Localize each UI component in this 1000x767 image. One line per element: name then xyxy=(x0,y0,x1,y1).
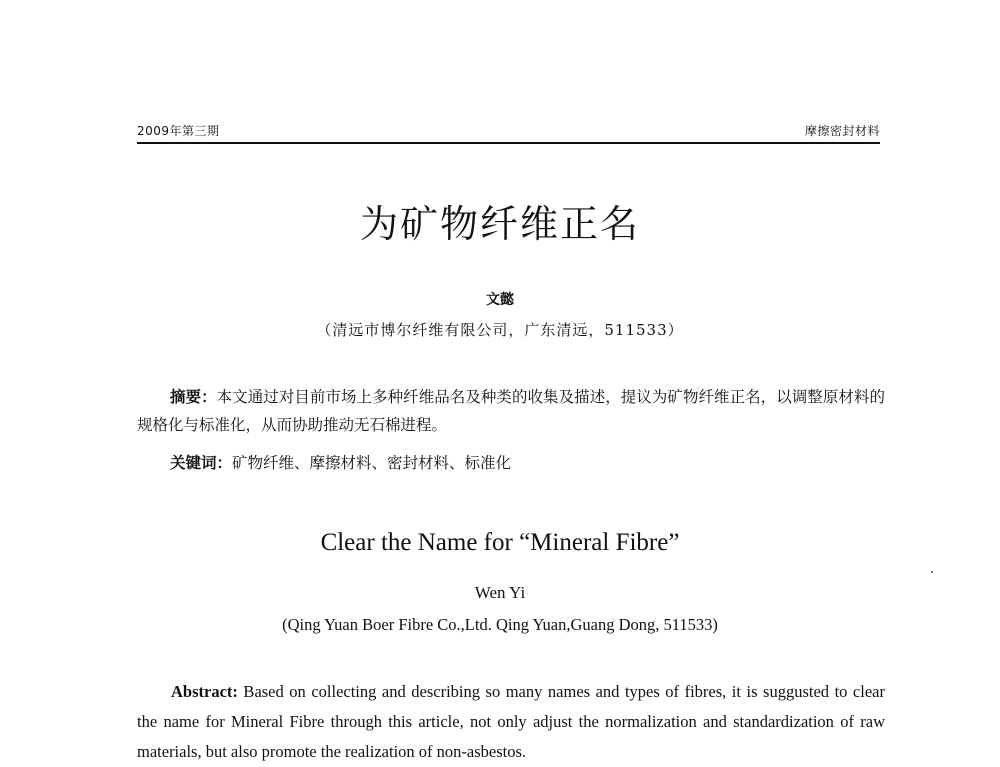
scan-speck xyxy=(931,571,933,573)
chinese-keywords-label: 关键词： xyxy=(170,453,233,472)
journal-name: 摩擦密封材料 xyxy=(804,124,880,138)
running-header xyxy=(137,122,880,144)
english-abstract xyxy=(137,677,885,767)
english-author: Wen Yi xyxy=(474,583,526,602)
english-abstract-text: Based on collecting and describing so many names and types of fibres, it is suggusted to clear the name for Mineral Fibre through this article, not only adjust the normalization and standardization of raw materials, but also promote the realization of non-asbestos. xyxy=(137,682,885,761)
chinese-title: 为矿物纤维正名 xyxy=(359,202,640,246)
chinese-abstract xyxy=(137,383,885,439)
issue-label: 2009年第三期 xyxy=(137,124,220,138)
english-abstract-label: Abstract: xyxy=(171,682,238,701)
chinese-affiliation: （清远市博尔纤维有限公司，广东清远，511533） xyxy=(316,321,684,339)
english-title: Clear the Name for “Mineral Fibre” xyxy=(320,529,680,556)
chinese-abstract-text: 本文通过对目前市场上多种纤维品名及种类的收集及描述，提议为矿物纤维正名，以调整原材料的规格化与标准化，从而协助推动无石棉进程。 xyxy=(137,388,885,434)
english-affiliation: (Qing Yuan Boer Fibre Co.,Ltd. Qing Yuan,Guang Dong, 511533) xyxy=(282,615,718,634)
chinese-author: 文懿 xyxy=(486,292,514,308)
chinese-abstract-label: 摘要： xyxy=(170,387,217,406)
chinese-keywords xyxy=(170,450,885,476)
chinese-keywords-text: 矿物纤维、摩擦材料、密封材料、标准化 xyxy=(232,454,512,472)
